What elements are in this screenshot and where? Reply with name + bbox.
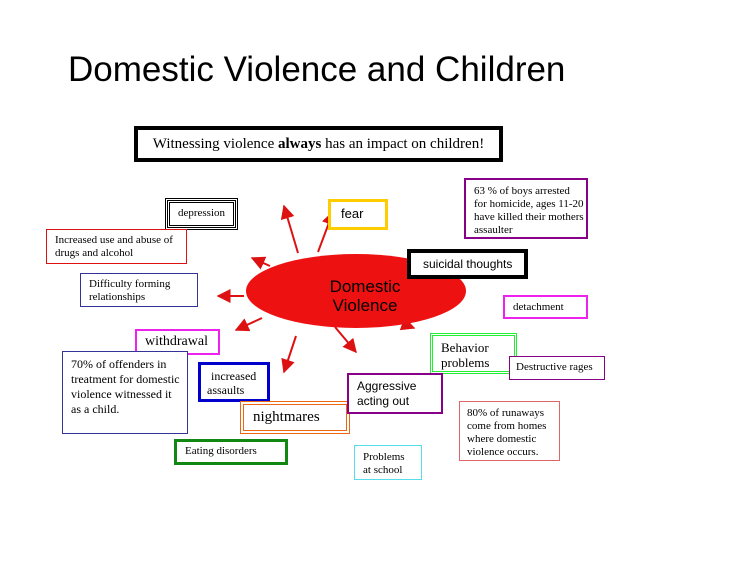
fear-box — [328, 199, 388, 230]
page-title: Domestic Violence and Children — [68, 50, 566, 89]
fear-label: fear — [341, 206, 364, 221]
drugs-box — [46, 229, 187, 264]
center-label-line2: Violence — [332, 296, 398, 315]
assaults-box — [198, 362, 270, 402]
relationships-label: Difficulty forming relationships — [89, 278, 171, 303]
nightmares-label: nightmares — [253, 409, 320, 425]
behavior-box — [430, 333, 517, 374]
runaways-box — [459, 401, 560, 461]
arrow-down-right — [335, 327, 356, 352]
center-label-line1: Domestic — [329, 277, 401, 296]
suicidal-label: suicidal thoughts — [423, 257, 513, 271]
runaways-label: 80% of runaways come from homes where domestic violence occurs. — [467, 407, 547, 458]
relationships-box — [80, 273, 198, 307]
depression-box — [167, 200, 236, 228]
drugs-label: Increased use and abuse of drugs and alcohol — [55, 234, 173, 259]
banner-text-bold: always — [277, 136, 322, 152]
eating-label: Eating disorders — [185, 445, 257, 457]
eating-box — [174, 439, 288, 465]
depression-label: depression — [177, 207, 226, 219]
arrow-left-down — [236, 318, 262, 330]
boys-box — [464, 178, 588, 239]
school-label: Problems at school — [363, 451, 405, 476]
school-box — [354, 445, 422, 480]
rages-label: Destructive rages — [516, 361, 593, 373]
arrow-down-left — [284, 336, 296, 372]
detachment-box — [503, 295, 588, 319]
offenders-box — [62, 351, 188, 434]
suicidal-box — [407, 249, 528, 279]
boys-label: 63 % of boys arrested for homicide, ages 11-20 have killed their mothers assaulter — [474, 185, 584, 236]
aggressive-box — [347, 373, 443, 414]
arrow-left-up — [252, 258, 270, 266]
withdrawal-label: withdrawal — [145, 334, 208, 349]
arrow-up-left — [284, 206, 298, 253]
rages-box — [509, 356, 605, 380]
nightmares-box — [240, 401, 350, 434]
offenders-label: 70% of offenders in treatment for domestic violence witnessed it as a child. — [71, 357, 180, 416]
behavior-label: Behavior problems — [441, 340, 490, 370]
banner-text-end: has an impact on children! — [321, 136, 485, 152]
detachment-label: detachment — [513, 301, 564, 313]
center-label — [305, 277, 425, 315]
banner-text-start: Witnessing violence — [152, 136, 278, 152]
assaults-label: increased assaults — [207, 369, 257, 397]
aggressive-label: Aggressive acting out — [357, 379, 417, 408]
